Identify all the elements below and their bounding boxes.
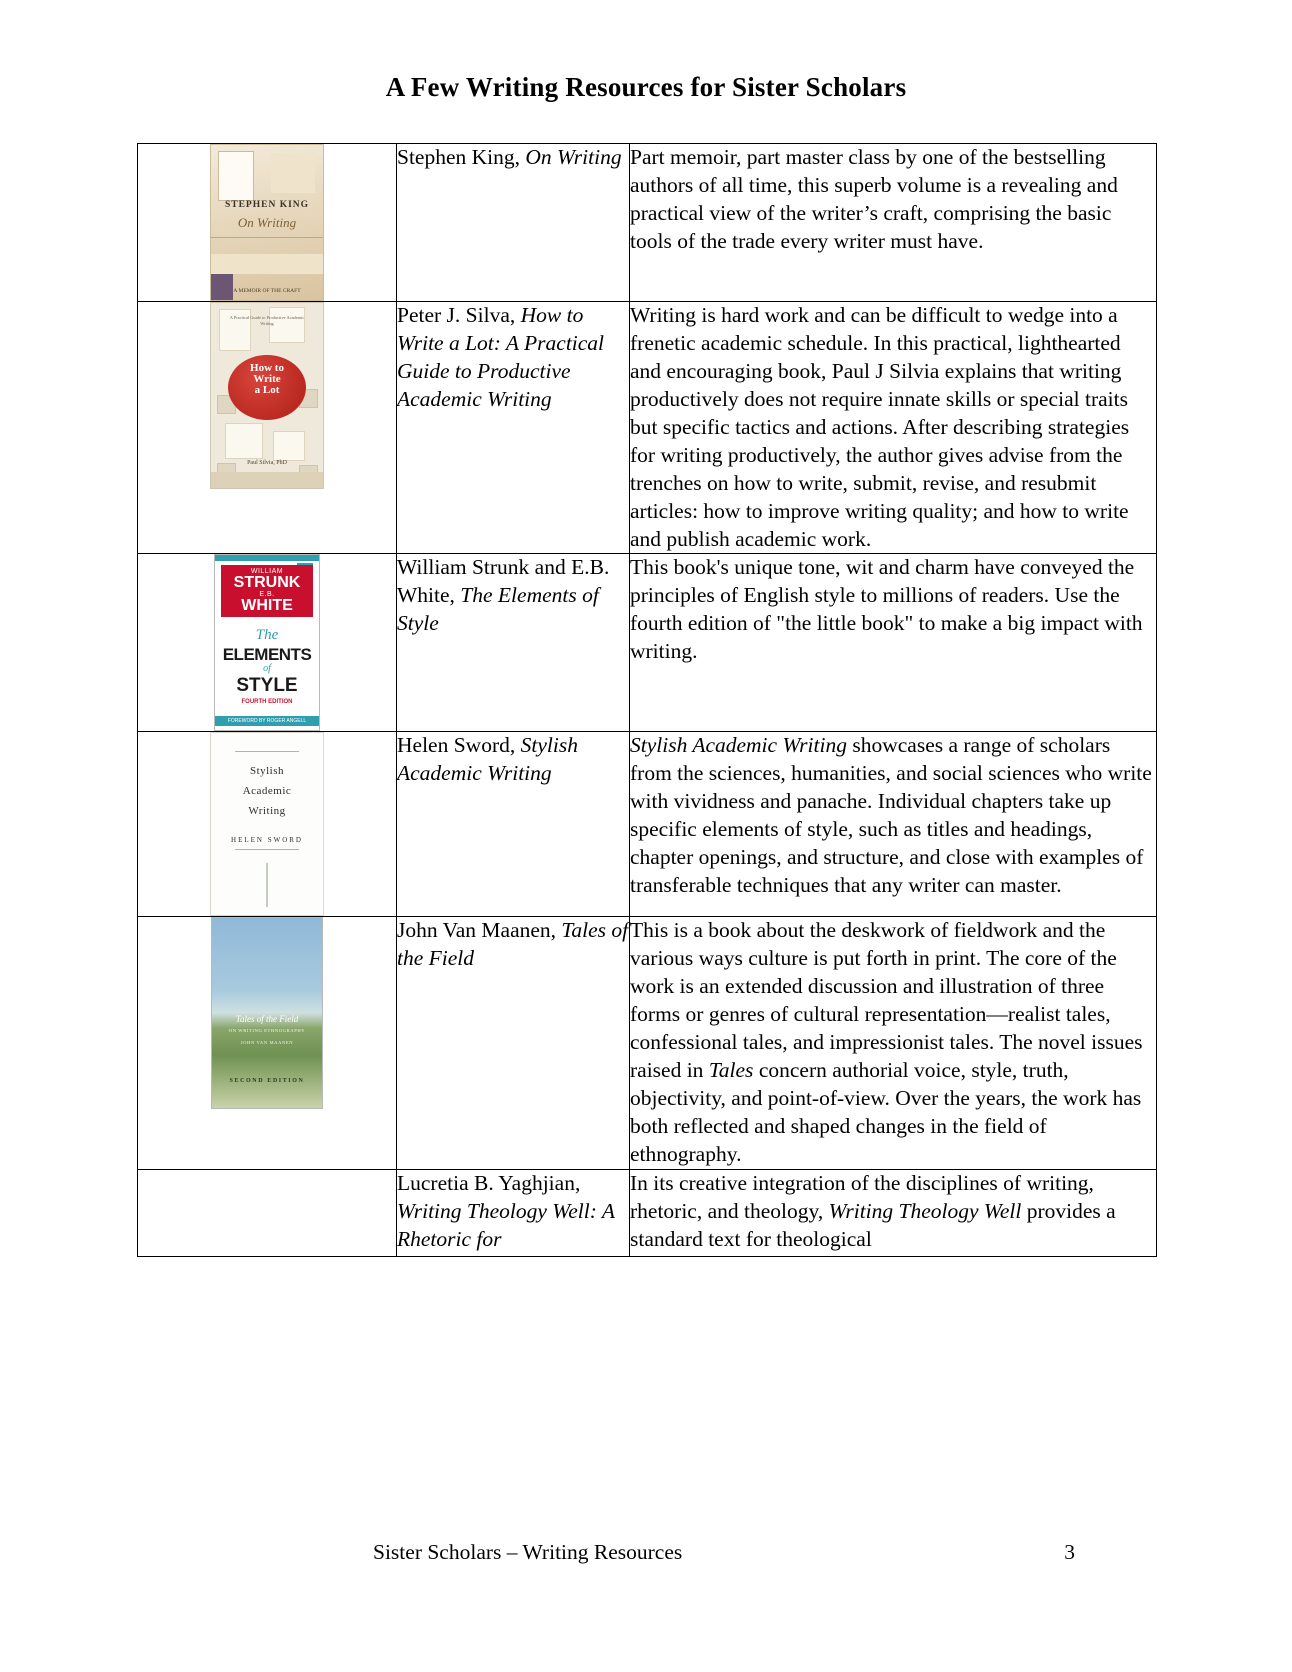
cover-title-line-3: a Lot bbox=[254, 384, 280, 397]
footer-label: Sister Scholars – Writing Resources bbox=[373, 1540, 683, 1564]
cover-top-caption: A Practical Guide to Productive Academic Writing bbox=[229, 315, 305, 326]
cover-title-text: On Writing bbox=[237, 215, 297, 230]
table-row bbox=[138, 302, 1157, 554]
cover-rule bbox=[235, 751, 299, 752]
writing-resources-table bbox=[137, 143, 1157, 1257]
cover-edition-text: SECOND EDITION bbox=[229, 1078, 305, 1085]
citation-author: John Van Maanen, bbox=[397, 918, 562, 943]
citation-author: Stephen King, bbox=[397, 145, 526, 169]
citation-cell bbox=[397, 917, 630, 1169]
citation-author: Helen Sword, bbox=[397, 733, 521, 758]
citation-cell bbox=[397, 302, 630, 554]
book-cover-how-to-write-a-lot bbox=[210, 302, 324, 489]
description-cell bbox=[630, 732, 1157, 917]
description-text-part-2: concern authorial voice, style, truth, objectivity, and point-of-view. Over the years, the work has both reflected and shaped changes in the field of ethnography. bbox=[630, 1058, 1142, 1166]
citation-cell bbox=[397, 554, 630, 732]
cover-title-text: Tales of the Field bbox=[235, 1014, 299, 1025]
table-row bbox=[138, 554, 1157, 732]
table-row bbox=[138, 732, 1157, 917]
cover-accent-block bbox=[211, 274, 233, 300]
cover-author-text: HELEN SWORD bbox=[231, 836, 303, 845]
cover-subtitle-text: A MEMOIR OF THE CRAFT bbox=[233, 288, 301, 294]
resources-table-container bbox=[137, 143, 1155, 1257]
book-cover-on-writing bbox=[210, 144, 324, 301]
cover-paper-shape bbox=[225, 423, 263, 459]
table-row bbox=[138, 144, 1157, 302]
cover-title-of: of bbox=[263, 663, 271, 675]
table-row bbox=[138, 917, 1157, 1169]
description-text: This book's unique tone, wit and charm have conveyed the principles of English style to millions of readers. Use the fourth edition of "the little book" to make a big impact with writing. bbox=[630, 555, 1143, 664]
citation-cell bbox=[397, 1169, 630, 1256]
cover-edition-text: FOURTH EDITION bbox=[241, 699, 293, 706]
cover-foreword-text: FOREWORD BY ROGER ANGELL bbox=[215, 716, 319, 726]
cover-author-1-big: STRUNK bbox=[233, 574, 301, 592]
description-italic-mid: Tales bbox=[708, 1058, 754, 1083]
citation-author: Lucretia B. Yaghjian, bbox=[397, 1170, 581, 1195]
book-cover-cell bbox=[138, 554, 397, 732]
cover-title-elements: ELEMENTS bbox=[222, 645, 312, 665]
description-text-part-2: provides a standard text for theological bbox=[630, 1198, 1116, 1251]
cover-title-line-2: Academic bbox=[242, 785, 292, 798]
footer-page-number: 3 bbox=[1064, 1540, 1075, 1564]
cover-subtitle-text: ON WRITING ETHNOGRAPHY bbox=[228, 1028, 306, 1034]
book-cover-cell bbox=[138, 1169, 397, 1256]
citation-title: The Elements of Style bbox=[397, 583, 599, 636]
cover-author-text: Paul Silvia, PhD bbox=[247, 460, 287, 466]
book-cover-cell bbox=[138, 144, 397, 302]
citation-cell bbox=[397, 144, 630, 302]
description-cell bbox=[630, 917, 1157, 1169]
description-cell bbox=[630, 144, 1157, 302]
description-text-part-1: In its creative integration of the disciplines of writing, rhetoric, and theology, bbox=[630, 1170, 1094, 1223]
table-row bbox=[138, 1169, 1157, 1256]
citation-title: Stylish Academic Writing bbox=[397, 733, 578, 786]
book-cover-cell bbox=[138, 302, 397, 554]
description-text: Part memoir, part master class by one of the bestselling authors of all time, this superb volume is a revealing and practical view of the writer’s craft, comprising the basic tools of the trade every writer must have. bbox=[630, 145, 1118, 253]
cover-title-the: The bbox=[255, 627, 279, 644]
description-text: showcases a range of scholars from the sciences, humanities, and social sciences who write with vividness and panache. Individual chapters take up specific elements of style, such as titles and headings, chapter openings, and structure, and close with examples of transferable techniques that any writer can master. bbox=[630, 733, 1152, 898]
cover-title-line-2: Write bbox=[253, 373, 281, 386]
cover-red-circle bbox=[228, 355, 306, 420]
cover-author-1-small: WILLIAM bbox=[250, 568, 284, 576]
description-italic-lead: Stylish Academic Writing bbox=[630, 733, 847, 758]
book-cover-cell bbox=[138, 917, 397, 1169]
cover-title-style: STYLE bbox=[236, 675, 298, 697]
cover-title-line-3: Writing bbox=[248, 805, 286, 818]
cover-top-band bbox=[215, 555, 319, 561]
citation-cell bbox=[397, 732, 630, 917]
description-cell bbox=[630, 554, 1157, 732]
citation-author: William Strunk and E.B. White, bbox=[397, 555, 610, 608]
cover-bottom-bar bbox=[211, 472, 323, 488]
cover-band bbox=[211, 254, 323, 274]
citation-title: Writing Theology Well: A Rhetoric for bbox=[397, 1198, 615, 1251]
citation-title: Tales of the Field bbox=[397, 918, 629, 971]
cover-author-box bbox=[221, 565, 313, 617]
cover-rule bbox=[235, 849, 299, 850]
cover-author-text: STEPHEN KING bbox=[224, 200, 310, 210]
description-cell bbox=[630, 1169, 1157, 1256]
book-cover-stylish-academic-writing bbox=[210, 732, 324, 916]
book-cover-cell bbox=[138, 732, 397, 917]
cover-ornament bbox=[267, 863, 268, 907]
description-cell bbox=[630, 302, 1157, 554]
cover-paper-shape bbox=[273, 431, 305, 461]
cover-author-2-big: WHITE bbox=[241, 597, 293, 615]
description-italic-mid: Writing Theology Well bbox=[828, 1198, 1022, 1223]
cover-title-line-1: How to bbox=[250, 362, 284, 374]
cover-title-text bbox=[228, 363, 306, 397]
citation-title: How to Write a Lot: A Practical Guide to Productive Academic Writing bbox=[397, 303, 605, 411]
book-cover-elements-of-style bbox=[214, 554, 320, 731]
page-title: A Few Writing Resources for Sister Scholars bbox=[385, 72, 907, 102]
cover-author-2-small: E.B. bbox=[259, 591, 275, 599]
citation-title: On Writing bbox=[525, 145, 622, 169]
description-text: Writing is hard work and can be difficult to wedge into a frenetic academic schedule. In this practical, lighthearted and encouraging book, Paul J Silvia explains that writing productively does not require innate skills or special traits but specific tactics and actions. After describing strategies for writing productively, the author gives advise from the trenches on how to write, submit, revise, and resubmit articles: how to improve writing quality; and how to write and publish academic work. bbox=[630, 303, 1130, 551]
description-text-part-1: This is a book about the deskwork of fieldwork and the various ways culture is put forth in print. The core of the work is an extended discussion and illustration of three forms or genres of cultural representation—realist tales, confessional tales, and impressionist tales. The novel issues raised in bbox=[630, 918, 1143, 1083]
cover-title-line-1: Stylish bbox=[249, 765, 285, 778]
cover-window-shape bbox=[218, 151, 254, 201]
cover-panel-shape bbox=[271, 153, 315, 193]
book-cover-tales-of-the-field bbox=[211, 917, 323, 1109]
citation-author: Peter J. Silva, bbox=[397, 303, 521, 327]
cover-rule bbox=[211, 237, 323, 238]
cover-author-text: JOHN VAN MAANEN bbox=[240, 1040, 294, 1046]
